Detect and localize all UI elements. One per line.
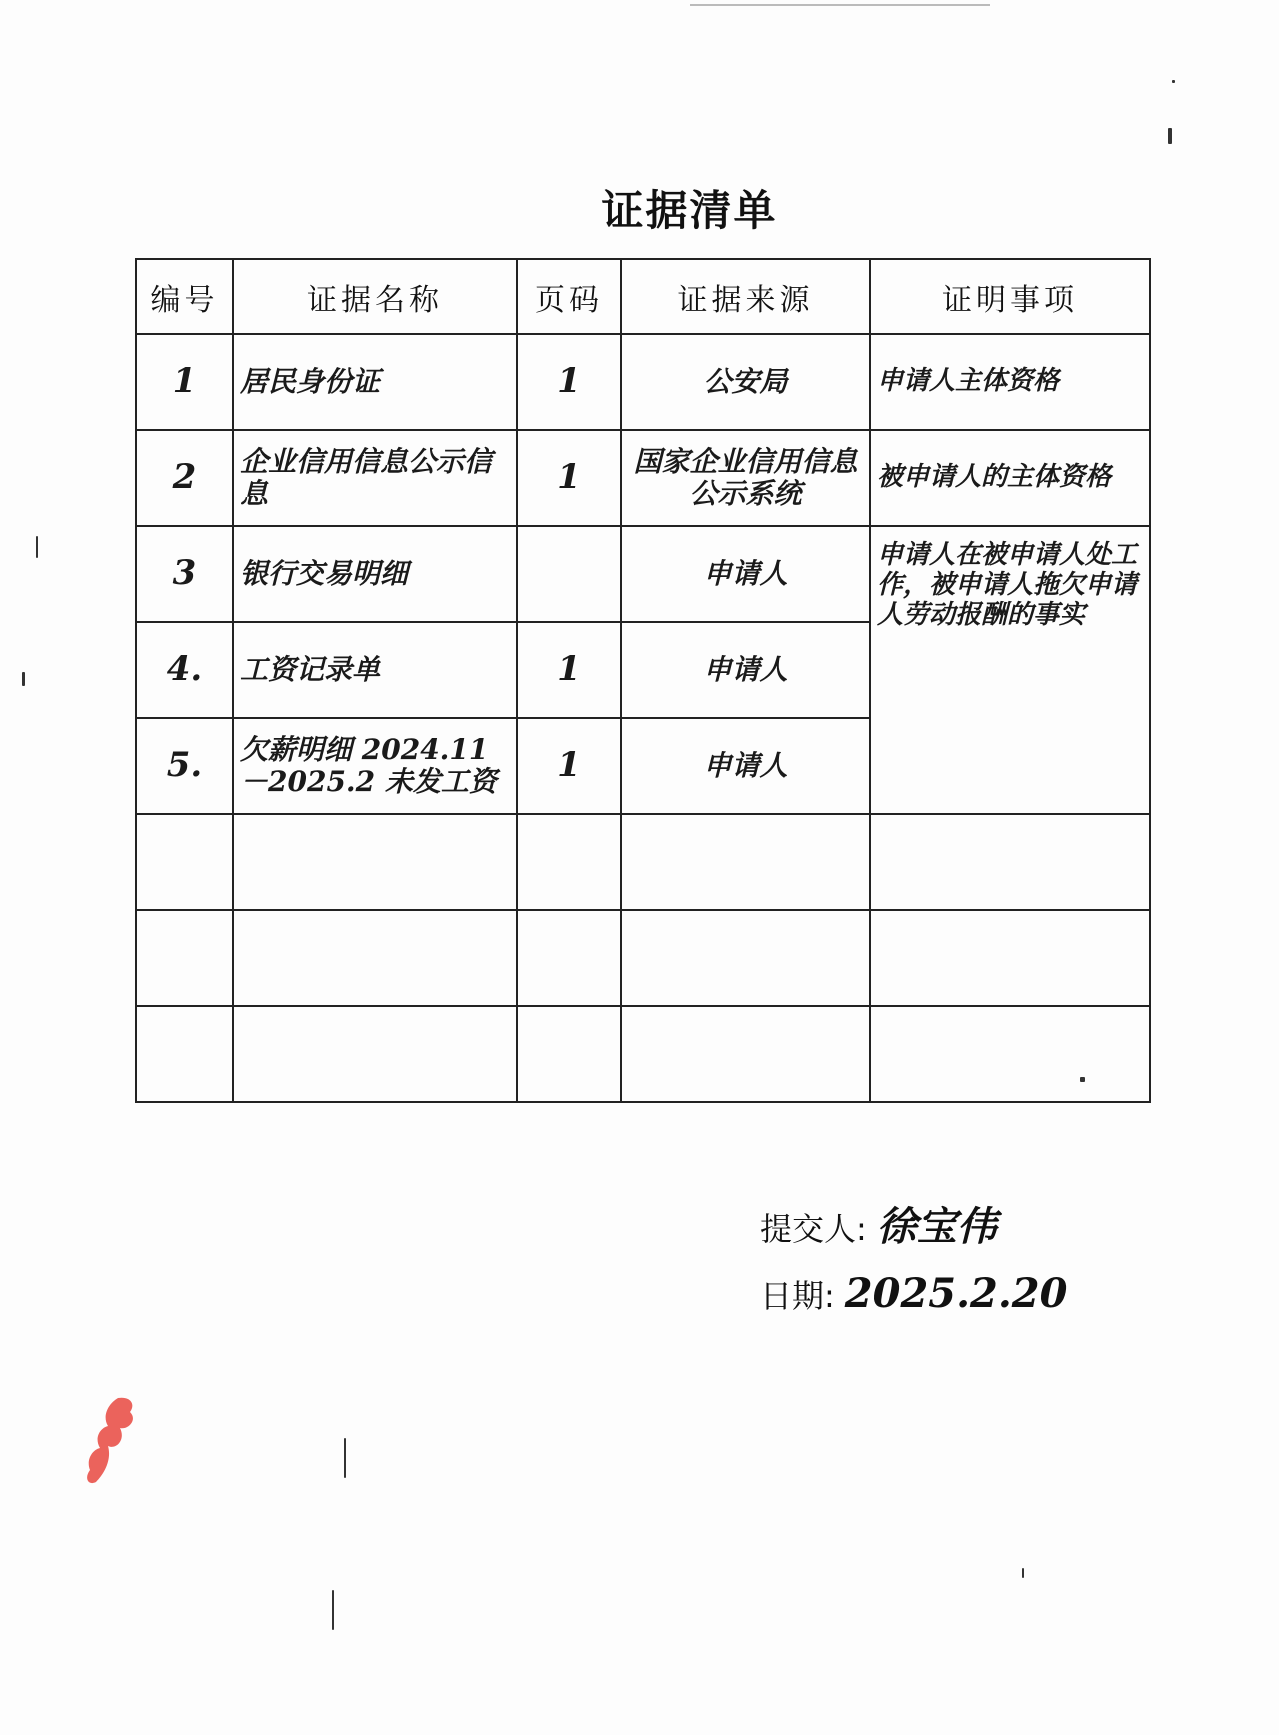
row-evidence-name [233, 910, 517, 1006]
row-number [136, 1006, 233, 1102]
row-proof: 申请人主体资格 [870, 334, 1150, 430]
date-value: 2025.2.20 [844, 1270, 1068, 1317]
row-number: 5. [136, 718, 233, 814]
row-proof: 申请人在被申请人处工作，被申请人拖欠申请人劳动报酬的事实 [870, 526, 1150, 814]
submitter-label: 提交人: [760, 1210, 867, 1248]
table-row [136, 1006, 1150, 1102]
row-number: 2 [136, 430, 233, 526]
row-evidence-name: 工资记录单 [233, 622, 517, 718]
red-ink-mark [78, 1390, 148, 1490]
row-source [621, 1006, 870, 1102]
table-row [136, 910, 1150, 1006]
row-page-count [517, 526, 621, 622]
date-label: 日期: [760, 1277, 835, 1315]
scan-speck [36, 536, 38, 558]
date-line [760, 1270, 1067, 1317]
row-evidence-name [233, 814, 517, 910]
row-source [621, 910, 870, 1006]
row-evidence-name: 欠薪明细 2024.11－2025.2 未发工资 [233, 718, 517, 814]
row-number [136, 910, 233, 1006]
row-page-count [517, 814, 621, 910]
row-page-count [517, 1006, 621, 1102]
table-header-row [136, 259, 1150, 334]
row-proof [870, 814, 1150, 910]
scan-speck [1168, 128, 1172, 144]
column-header-number: 编号 [136, 259, 233, 334]
row-evidence-name [233, 1006, 517, 1102]
row-source: 国家企业信用信息公示系统 [621, 430, 870, 526]
submitter-line [760, 1195, 997, 1252]
column-header-proof: 证明事项 [870, 259, 1150, 334]
row-number: 3 [136, 526, 233, 622]
row-page-count [517, 910, 621, 1006]
row-evidence-name: 居民身份证 [233, 334, 517, 430]
evidence-table [135, 258, 1151, 1103]
scan-speck [22, 672, 25, 686]
row-source: 申请人 [621, 622, 870, 718]
row-number: 4. [136, 622, 233, 718]
scan-speck [1080, 1077, 1085, 1082]
row-proof [870, 1006, 1150, 1102]
row-evidence-name: 企业信用信息公示信息 [233, 430, 517, 526]
row-source: 申请人 [621, 526, 870, 622]
row-source: 公安局 [621, 334, 870, 430]
submitter-signature: 徐宝伟 [876, 1203, 997, 1250]
row-number [136, 814, 233, 910]
scan-speck [332, 1590, 334, 1630]
row-source: 申请人 [621, 718, 870, 814]
row-page-count: 1 [517, 622, 621, 718]
table-row [136, 430, 1150, 526]
scan-edge-line [690, 4, 990, 6]
table-row [136, 526, 1150, 622]
row-page-count: 1 [517, 718, 621, 814]
row-evidence-name: 银行交易明细 [233, 526, 517, 622]
row-source [621, 814, 870, 910]
scan-speck [1172, 80, 1175, 83]
row-proof: 被申请人的主体资格 [870, 430, 1150, 526]
column-header-page: 页码 [517, 259, 621, 334]
row-page-count: 1 [517, 334, 621, 430]
table-row [136, 334, 1150, 430]
table-row [136, 814, 1150, 910]
row-number: 1 [136, 334, 233, 430]
document-title: 证据清单 [601, 186, 778, 235]
row-page-count: 1 [517, 430, 621, 526]
row-proof [870, 910, 1150, 1006]
column-header-source: 证据来源 [621, 259, 870, 334]
scan-speck [344, 1438, 346, 1478]
scan-speck [1022, 1568, 1024, 1578]
column-header-evidence-name: 证据名称 [233, 259, 517, 334]
